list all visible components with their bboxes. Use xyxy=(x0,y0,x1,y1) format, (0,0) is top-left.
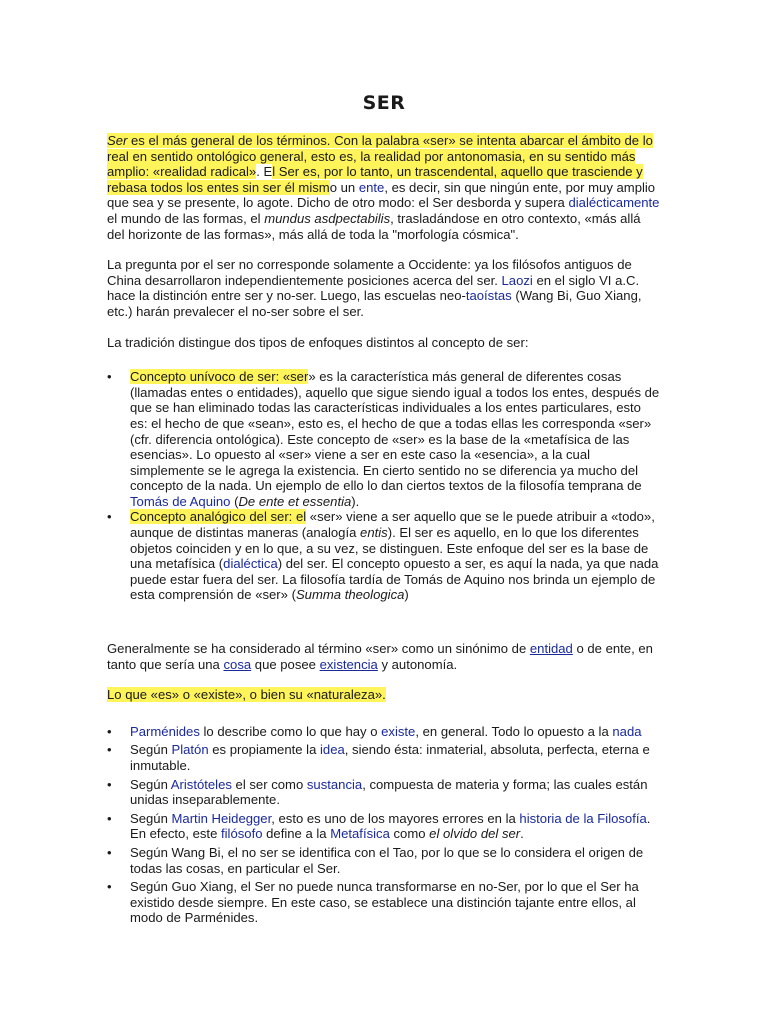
tradicion-paragraph: La tradición distingue dos tipos de enfoques distintos al concepto de ser: xyxy=(107,334,529,350)
italic-de-ente: De ente et essentia xyxy=(238,493,352,509)
text: , es decir, sin que ningún ente, por muy amplio que sea y se presente, lo agote. Dicho de otro modo: el Ser desborda y supera xyxy=(107,179,656,211)
text: y autonomía. xyxy=(377,656,458,672)
document-body xyxy=(107,133,660,929)
highlighted-text: Lo que «es» o «existe», o bien su «naturaleza». xyxy=(107,687,386,703)
text: La pregunta por el ser no corresponde solamente a Occidente: ya los filósofos antiguos de China desarrollaron independientemente posiciones acerca del ser. xyxy=(107,257,632,288)
intro-paragraph xyxy=(107,133,660,242)
bullet: • xyxy=(107,742,112,758)
text: Según Wang Bi, el no ser se identifica con el Tao, por lo que se lo considera el origen de todas las cosas, en particular el Ser. xyxy=(130,844,644,876)
list-item-univoco xyxy=(107,369,660,509)
text: , compuesta de materia y forma; las cuales están unidas inseparablemente. xyxy=(130,776,648,808)
text: . En efecto, este xyxy=(130,810,651,842)
text: en el siglo VI a.C. hace la distinción entre ser y no-ser. Luego, las escuelas neo- xyxy=(107,272,640,304)
bullet: • xyxy=(107,879,112,895)
text: como xyxy=(389,826,430,842)
china-paragraph xyxy=(107,257,660,319)
italic-summa: Summa theologica xyxy=(295,587,405,603)
list-item-wang-bi xyxy=(107,845,660,876)
link-martin-heidegger[interactable]: Martin Heidegger xyxy=(171,810,272,826)
link-metafisica[interactable]: Metafísica xyxy=(330,826,390,842)
link-cosa[interactable]: cosa xyxy=(223,656,252,672)
link-parmenides[interactable]: Parménides xyxy=(130,723,200,739)
list-item-parmenides xyxy=(107,724,660,740)
link-entidad[interactable]: entidad xyxy=(529,641,573,657)
bullet: • xyxy=(107,844,112,860)
text: Según Guo Xiang, el Ser no puede nunca transformarse en no-Ser, por lo que el Ser ha existido desde siempre. En este caso, se establece una distinción tajante entre ellos, al modo de Parménides. xyxy=(130,879,639,926)
highlighted-text: l Ser es, por lo tanto, un trascendental, aquello que trasciende y rebasa todos los entes sin ser él mism xyxy=(107,164,643,195)
bullet: • xyxy=(107,723,112,739)
text: el ser como xyxy=(231,776,307,792)
bullet: • xyxy=(107,509,112,525)
concept-list xyxy=(107,369,660,603)
text: , trasladándose en otro contexto, «más allá del horizonte de las formas», más allá de toda la "morfología cósmica". xyxy=(107,210,641,242)
bullet: • xyxy=(107,810,112,826)
link-dialecticamente[interactable]: dialécticamente xyxy=(568,195,660,211)
text: el mundo de las formas, el xyxy=(107,210,265,226)
link-platon[interactable]: Platón xyxy=(171,742,209,758)
list-item-aristoteles xyxy=(107,777,660,808)
highlighted-text: es el más general de los términos. Con la palabra «ser» se intenta abarcar el ámbito de lo real en sentido ontológico general, esto es, la realidad por antonomasia, en su sentido más amplio: «realidad radical» xyxy=(107,133,653,180)
text: , en general. Todo lo opuesto a la xyxy=(415,723,613,739)
highlighted-text: Concepto unívoco de ser: «ser xyxy=(130,369,309,385)
highlighted-text: Concepto analógico del ser: el xyxy=(130,509,307,525)
text: ) xyxy=(404,587,409,603)
views-list xyxy=(107,724,660,926)
link-filosofo[interactable]: filósofo xyxy=(221,826,263,842)
text: , siendo ésta: inmaterial, absoluta, perfecta, eterna e inmutable. xyxy=(130,742,650,773)
text: ). El ser es aquello, en lo que los diferentes objetos coinciden y en lo que, a su vez, se distinguen. Este enfoque del ser es la base de una metafísica ( xyxy=(130,525,649,572)
text: , esto es uno de los mayores errores en la xyxy=(271,810,520,826)
general-paragraph xyxy=(107,641,660,672)
text: ( xyxy=(230,493,239,509)
link-aristoteles[interactable]: Aristóteles xyxy=(170,776,232,792)
link-laozi[interactable]: Laozi xyxy=(501,272,533,288)
text: ). xyxy=(351,493,360,509)
link-existencia[interactable]: existencia xyxy=(319,656,378,672)
bullet: • xyxy=(107,776,112,792)
italic-ser: Ser xyxy=(107,133,128,148)
text: Según xyxy=(130,776,171,792)
list-item-analogico xyxy=(107,509,660,603)
lo-que-paragraph xyxy=(107,687,660,703)
text: ) del ser. El concepto opuesto a ser, es aquí la nada, ya que nada puede estar fuera del ser. La filosofía tardía de Tomás de Aquino nos brinda un ejemplo de esta comprensión de «ser» ( xyxy=(130,556,659,603)
link-tomas-de-aquino[interactable]: Tomás de Aquino xyxy=(130,493,231,509)
italic-entis: entis xyxy=(360,525,388,541)
link-nada[interactable]: nada xyxy=(612,723,642,739)
bullet: • xyxy=(107,369,112,385)
link-historia-filosofia[interactable]: historia de la Filosofía xyxy=(519,810,647,826)
text: . E xyxy=(256,164,273,180)
text: Según xyxy=(130,810,172,826)
link-dialectica[interactable]: dialéctica xyxy=(223,556,278,572)
list-item-platon xyxy=(107,742,660,773)
link-taoistas[interactable]: taoístas xyxy=(465,288,512,304)
text: es propiamente la xyxy=(208,742,321,758)
text: o de ente, en tanto que sería una xyxy=(107,641,653,672)
list-item-heidegger xyxy=(107,811,660,842)
page-title: SER xyxy=(362,92,406,114)
italic-olvido: el olvido del ser xyxy=(429,826,521,842)
text: (Wang Bi, Guo Xiang, etc.) harán prevalecer el no-ser sobre el ser. xyxy=(107,288,642,319)
text: que posee xyxy=(251,656,320,672)
text: . xyxy=(520,826,524,842)
text: define a la xyxy=(262,826,331,842)
text: «ser» viene a ser aquello que se le puede atribuir a «todo», aunque de distintas maneras (analogía xyxy=(130,509,655,541)
text: Generalmente se ha considerado al término «ser» como un sinónimo de xyxy=(107,641,530,657)
text: o un xyxy=(329,179,359,195)
link-idea[interactable]: idea xyxy=(320,742,345,758)
list-item-guo-xiang xyxy=(107,879,660,926)
text: lo describe como lo que hay o xyxy=(199,723,382,739)
link-existe[interactable]: existe xyxy=(381,723,416,739)
text: » es la característica más general de diferentes cosas (llamadas entes o entidades), aquello que sigue siendo igual a todos los entes, después de que se han eliminado todas las características individuales a los entes particulares, esto es: el hecho de que «sean», esto es, el hecho de que a todas ellas les corresponda «ser» (cfr. diferencia ontológica). Este concepto de «ser» es la base de la «metafísica de las esencias». Lo opuesto al «ser» viene a ser en este caso la «esencia», a la cual simplemente se le agrega la existencia. En cierto sentido no se diferencia ya mucho del concepto de la nada. Un ejemplo de ello lo dan ciertos textos de la filosofía temprana de xyxy=(130,369,660,494)
italic-mundus: mundus asdpectabilis xyxy=(264,210,391,226)
link-ente[interactable]: ente xyxy=(358,179,385,195)
text: Según xyxy=(130,742,172,758)
link-sustancia[interactable]: sustancia xyxy=(306,776,363,792)
